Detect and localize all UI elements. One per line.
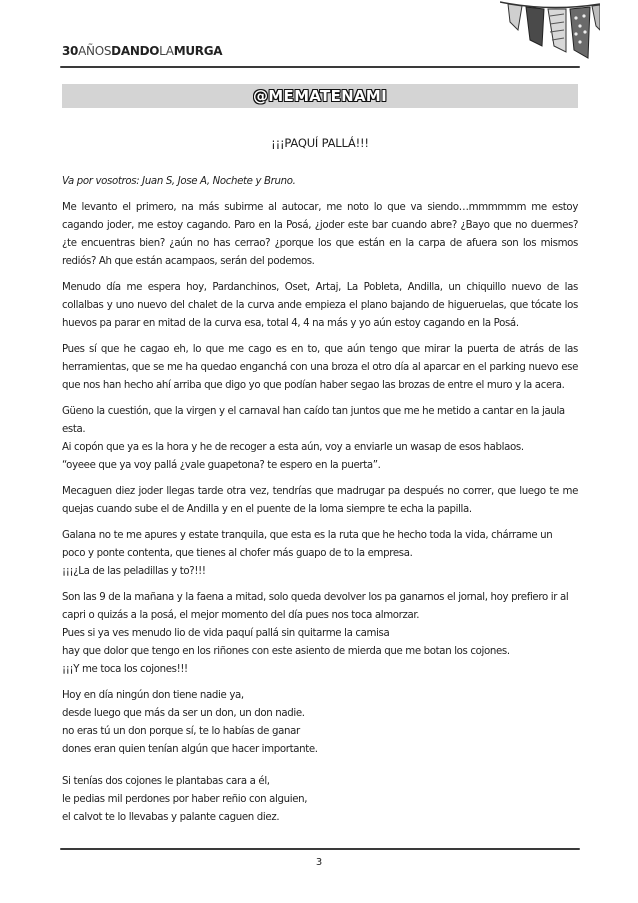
brand-num: 30: [62, 44, 79, 58]
header-divider: [60, 66, 580, 68]
brand-murga: MURGA: [173, 44, 223, 58]
lyric-line: Si tenías dos cojones le plantabas cara a él,: [62, 776, 270, 787]
brand-la: LA: [159, 44, 174, 58]
lyric-line: ¡¡¡Y me toca los cojones!!!: [62, 664, 188, 675]
lyric-line: Güeno la cuestión, que la virgen y el carnaval han caído tan juntos que me he metido a cantar en la jaula esta.: [62, 406, 565, 435]
lyric-line: dones eran quien tenían algún que hacer importante.: [62, 744, 318, 755]
lyric-line: Me levanto el primero, na más subirme al autocar, me noto lo que va siendo…mmmmmm me estoy cagando joder, me estoy cagando. Paro en la Posá, ¿joder este bar cuando abre? ¿Bayo que no duermes? ¿te encuentras bien? ¿aún no has cerrao? ¿porque los que están en la carpa de afuera son los mismos rediós? Ah que están acampaos, serán del podemos.: [62, 202, 578, 267]
brand-dando: DANDO: [111, 44, 160, 58]
song-title: ¡¡¡PAQUÍ PALLÁ!!!: [271, 136, 369, 150]
title-bar: [62, 84, 578, 108]
paragraph-8: [62, 687, 578, 759]
dedication: Va por vosotros: Juan S, Jose A, Nochete y Bruno.: [62, 176, 296, 187]
lyric-line: Mecaguen diez joder llegas tarde otra vez, tendrías que madrugar pa después no correr, que luego te me quejas cuando sube el de Andilla y en el puente de la loma siempre te echa la papilla.: [62, 486, 578, 515]
lyric-line: hay que dolor que tengo en los riñones con este asiento de mierda que me botan los cojones.: [62, 646, 510, 657]
lyric-line: “oyeee que ya voy pallá ¿vale guapetona? te espero en la puerta”.: [62, 460, 381, 471]
lyric-line: Menudo día me espera hoy, Pardanchinos, Oset, Artaj, La Pobleta, Andilla, un chiquillo nuevo de las collalbas y uno nuevo del chalet de la curva ande empieza el plano bajando de higueruelas, que tócate los huevos pa parar en mitad de la curva esa, total 4, 4 na más y yo aún estoy cagando en la Posá.: [62, 282, 578, 329]
lyric-line: desde luego que más da ser un don, un don nadie.: [62, 708, 305, 719]
lyric-line: Ai copón que ya es la hora y he de recoger a esta aún, voy a enviarle un wasap de esos hablaos.: [62, 442, 524, 453]
paragraph-3: [62, 341, 578, 395]
lyric-line: ¡¡¡¿La de las peladillas y to?!!!: [62, 566, 206, 577]
lyric-line: el calvot te lo llevabas y palante caguen diez.: [62, 812, 280, 823]
footer-divider: [60, 848, 580, 850]
paragraph-7: [62, 589, 578, 679]
lyric-line: Galana no te me apures y estate tranquila, que esta es la ruta que he hecho toda la vida, chárrame un poco y ponte contenta, que tienes al chofer más guapo de to la empresa.: [62, 530, 553, 559]
lyric-line: Pues sí que he cagao eh, lo que me cago es en to, que aún tengo que mirar la puerta de atrás de las herramientas, que se me ha quedao enganchá con una broza el otro día al aparcar en el parking nuevo ese que nos han hecho ahí arriba que digo yo que podían haber segao las brozas de entre el muro y la acera.: [62, 344, 578, 391]
lyrics-body: [62, 173, 578, 835]
page-number: 3: [315, 857, 323, 868]
lyric-line: le pedias mil perdones por haber reñio con alguien,: [62, 794, 308, 805]
paragraph-5: [62, 483, 578, 519]
paragraph-9: [62, 773, 578, 827]
lyric-line: Hoy en día ningún don tiene nadie ya,: [62, 690, 244, 701]
bunting-flags-icon: [500, 0, 600, 68]
paragraph-1: [62, 199, 578, 271]
lyric-line: no eras tú un don porque sí, te lo habías de ganar: [62, 726, 300, 737]
lyric-line: Pues si ya ves menudo lio de vida paquí pallá sin quitarme la camisa: [62, 628, 390, 639]
paragraph-2: [62, 279, 578, 333]
brand-logo: [62, 44, 222, 58]
paragraph-6: [62, 527, 578, 581]
paragraph-4: [62, 403, 578, 475]
brand-anos: AÑOS: [78, 44, 112, 58]
page-title: @MEMATENAMI: [253, 87, 387, 105]
lyric-line: Son las 9 de la mañana y la faena a mitad, solo queda devolver los pa ganarnos el jornal, hoy prefiero ir al capri o quizás a la posá, el mejor momento del día pues nos toca almorzar.: [62, 592, 569, 621]
